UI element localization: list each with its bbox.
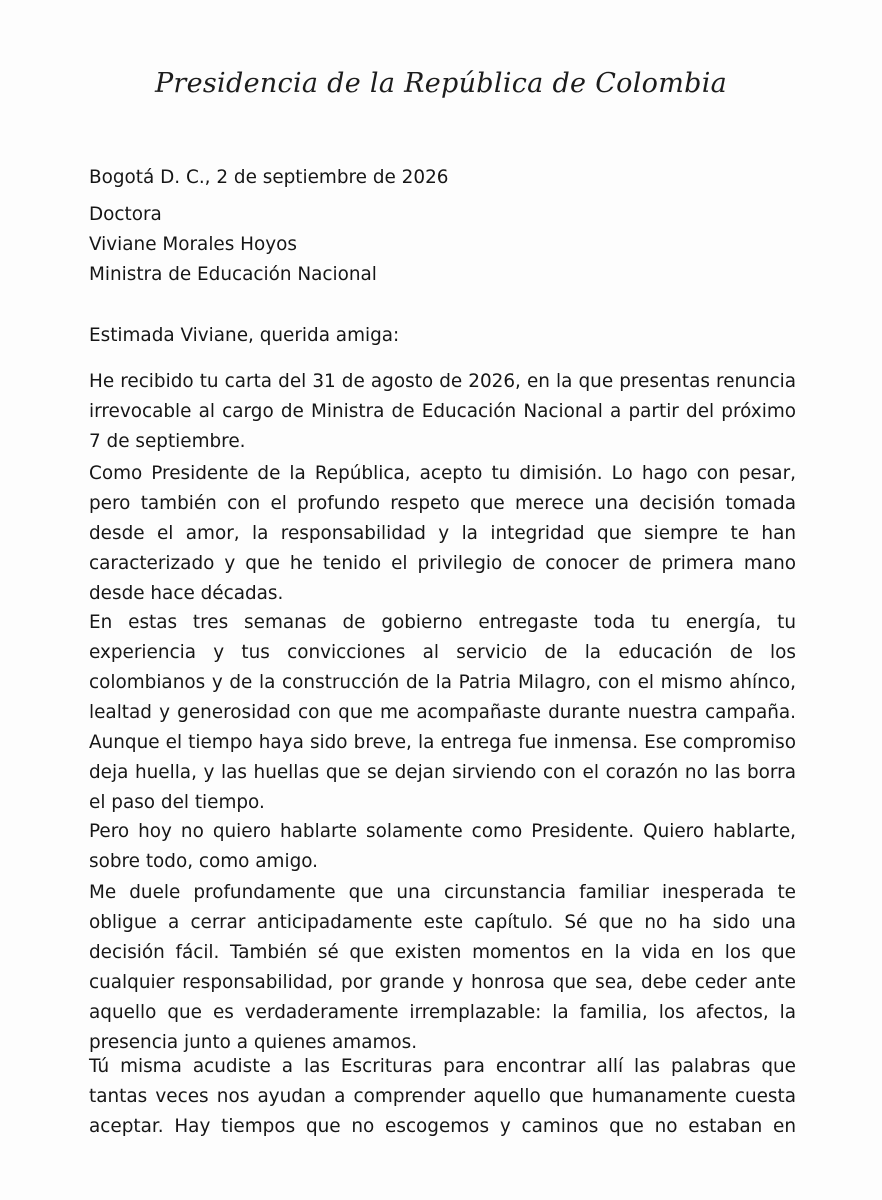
recipient-name: Viviane Morales Hoyos [89,234,297,255]
paragraph: Me duele profundamente que una circunstancia familiar inesperada te obligue a cerrar anticipadamente este capítulo. Sé que no ha sido una decisión fácil. También sé que existen momentos en la vida en los que cualquier responsabilidad, por grande y honrosa que sea, debe ceder ante aquello que es verdaderamente irremplazable: la familia, los afectos, la presencia junto a quienes amamos. [89,882,796,1053]
paragraph: Como Presidente de la República, acepto tu dimisión. Lo hago con pesar, pero también con el profundo respeto que merece una decisión tomada desde el amor, la responsabilidad y la integridad que siempre te han caracterizado y que he tenido el privilegio de conocer de primera mano desde hace décadas. [89,463,796,604]
paragraph: En estas tres semanas de gobierno entregaste toda tu energía, tu experiencia y tus convicciones al servicio de la educación de los colombianos y de la construcción de la Patria Milagro, con el mismo ahínco, lealtad y generosidad con que me acompañaste durante nuestra campaña. Aunque el tiempo haya sido breve, la entrega fue inmensa. Ese compromiso deja huella, y las huellas que se dejan sirviendo con el corazón no las borra el paso del tiempo. [89,612,796,813]
salutation: Estimada Viviane, querida amiga: [89,325,400,346]
paragraph: Tú misma acudiste a las Escrituras para encontrar allí las palabras que tantas veces nos ayudan a comprender aquello que humanamente cuesta aceptar. Hay tiempos que no escogemos y caminos que no estaban en [89,1056,796,1137]
paragraph: Pero hoy no quiero hablarte solamente como Presidente. Quiero hablarte, sobre todo, como amigo. [89,821,796,872]
paragraph: He recibido tu carta del 31 de agosto de 2026, en la que presentas renuncia irrevocable al cargo de Ministra de Educación Nacional a partir del próximo 7 de septiembre. [89,371,796,452]
recipient-block [89,200,796,290]
letterhead: Presidencia de la República de Colombia [154,68,728,99]
recipient-title: Doctora [89,204,162,225]
recipient-position: Ministra de Educación Nacional [89,264,377,285]
letter-date: Bogotá D. C., 2 de septiembre de 2026 [89,167,449,188]
